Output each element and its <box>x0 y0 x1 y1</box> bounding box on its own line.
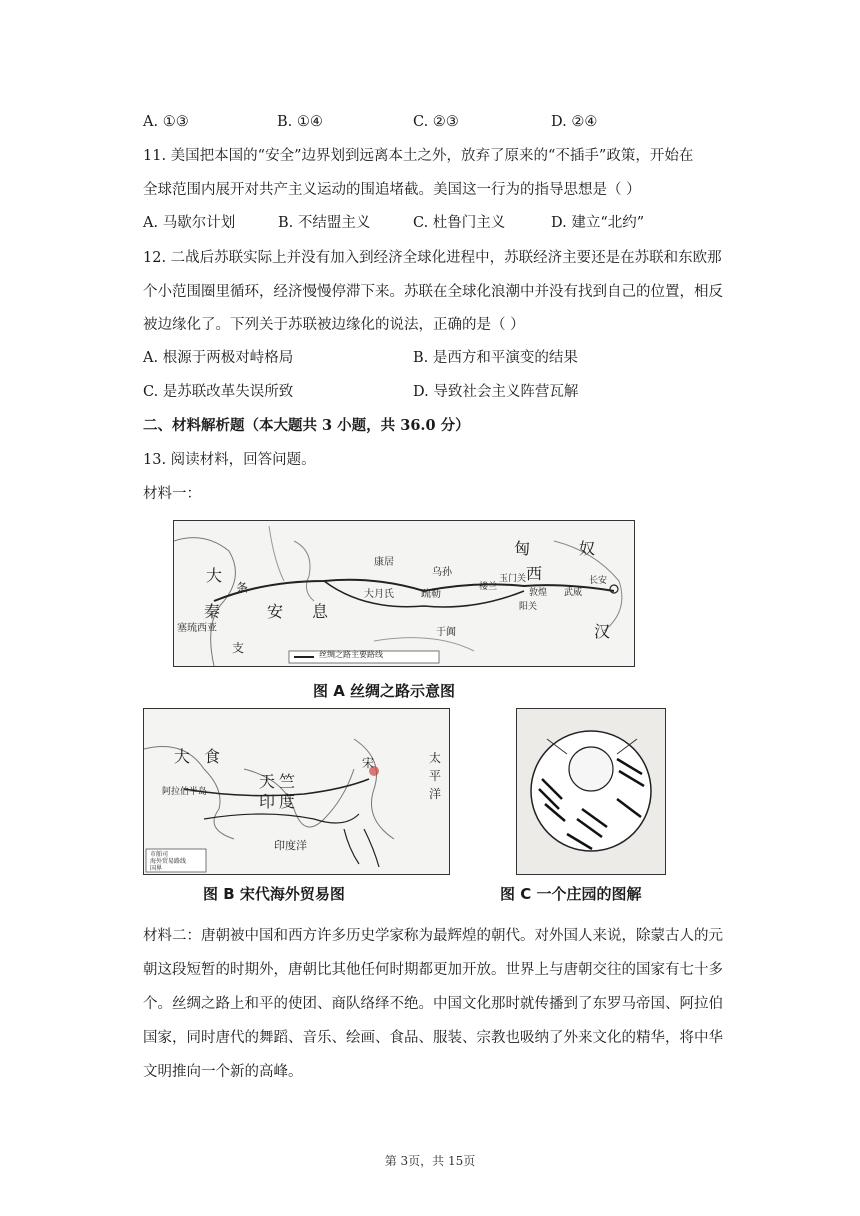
material-one-label: 材料一： <box>143 486 201 502</box>
q12-option-d: D. 导致社会主义阵营瓦解 <box>413 384 579 400</box>
figure-b-legend-item: 国界 <box>150 865 163 872</box>
map-label: 西 <box>526 564 543 583</box>
map-label: 太 <box>429 751 442 765</box>
q12-option-c: C. 是苏联改革失误所致 <box>143 384 294 400</box>
material-two-line-1: 材料二：唐朝被中国和西方许多历史学家称为最辉煌的朝代。对外国人来说，除蒙古人的元 <box>143 928 723 944</box>
material-two-line-4: 国家，同时唐代的舞蹈、音乐、绘画、食品、服装、宗教也吸纳了外来文化的精华，将中华 <box>143 1030 723 1046</box>
map-label: 条 <box>236 581 249 595</box>
map-label: 塞琉西亚 <box>177 623 217 634</box>
map-label: 印 <box>259 792 276 811</box>
map-label: 阿拉伯半岛 <box>162 787 208 797</box>
q11-option-d: D. 建立“北约” <box>551 215 645 231</box>
q13-prompt: 13. 阅读材料，回答问题。 <box>143 452 316 468</box>
map-label: 度 <box>279 792 296 811</box>
page-number-footer: 第 3页，共 15页 <box>384 1154 476 1168</box>
map-label: 息 <box>312 602 329 621</box>
figure-b-legend-item: 市舶司 <box>150 851 169 858</box>
q11-line-2: 全球范围内展开对共产主义运动的围追堵截。美国这一行为的指导思想是（ ） <box>143 182 641 198</box>
map-label: 食 <box>204 747 221 766</box>
q12-line-3: 被边缘化了。下列关于苏联被边缘化的说法，正确的是（ ） <box>143 317 525 333</box>
q12-option-b: B. 是西方和平演变的结果 <box>413 350 578 366</box>
material-two-line-2: 朝这段短暂的时期外，唐朝比其他任何时期都更加开放。世界上与唐朝交往的国家有七十多 <box>143 962 723 978</box>
map-label: 疏勒 <box>421 589 441 600</box>
figure-c-manor-diagram <box>516 708 666 875</box>
map-label: 印度洋 <box>274 839 307 852</box>
map-label: 秦 <box>204 602 221 621</box>
figure-b-legend-item: 海外贸易路线 <box>150 858 187 865</box>
figure-b-caption: 图 B 宋代海外贸易图 <box>203 885 345 903</box>
map-label: 平 <box>429 769 442 783</box>
q10-option-d: D. ②④ <box>551 114 598 130</box>
figure-a-legend-label: 丝绸之路主要路线 <box>319 650 383 659</box>
q11-option-b: B. 不结盟主义 <box>278 215 371 231</box>
map-label: 楼兰 <box>479 582 498 592</box>
map-label: 敦煌 <box>529 588 548 598</box>
material-two-line-5: 文明推向一个新的高峰。 <box>143 1064 303 1080</box>
figure-a-silk-road-map <box>173 520 635 667</box>
map-label: 竺 <box>279 772 296 791</box>
material-two-line-3: 个。丝绸之路上和平的使团、商队络绎不绝。中国文化那时就传播到了东罗马帝国、阿拉伯 <box>143 996 723 1012</box>
map-label: 支 <box>232 641 245 655</box>
map-label: 安 <box>267 602 284 621</box>
q11-option-c: C. 杜鲁门主义 <box>413 215 506 231</box>
map-label: 于阗 <box>436 627 456 638</box>
q12-line-1: 12. 二战后苏联实际上并没有加入到经济全球化进程中，苏联经济主要还是在苏联和东欧那 <box>143 250 722 266</box>
map-label: 大 <box>174 747 191 766</box>
map-label: 大 <box>206 566 223 585</box>
manor-diagram-drawing <box>517 709 665 874</box>
map-label: 奴 <box>579 539 596 558</box>
map-label: 阳关 <box>519 602 538 612</box>
q12-option-a: A. 根源于两极对峙格局 <box>143 350 294 366</box>
figure-c-caption: 图 C 一个庄园的图解 <box>500 885 642 903</box>
map-label: 洋 <box>429 787 442 801</box>
q10-option-b: B. ①④ <box>277 114 323 130</box>
q10-option-a: A. ①③ <box>143 114 189 130</box>
figure-a-caption: 图 A 丝绸之路示意图 <box>313 682 456 700</box>
map-label: 大月氏 <box>364 589 394 600</box>
map-label: 康居 <box>374 557 394 568</box>
map-label: 武威 <box>564 588 583 598</box>
q11-option-a: A. 马歇尔计划 <box>143 215 236 231</box>
figure-b-trade-map <box>143 708 450 875</box>
q11-line-1: 11. 美国把本国的“安全”边界划到远离本土之外，放弃了原来的“不插手”政策，开始在 <box>143 148 694 164</box>
map-label: 汉 <box>594 622 611 641</box>
map-label: 玉门关 <box>499 574 527 584</box>
map-label: 宋 <box>362 756 375 770</box>
map-label: 长安 <box>589 576 608 586</box>
q12-line-2: 个小范围圈里循环，经济慢慢停滞下来。苏联在全球化浪潮中并没有找到自己的位置，相反 <box>143 284 723 300</box>
map-label: 天 <box>259 772 276 791</box>
map-label: 乌孙 <box>432 567 452 578</box>
q10-option-c: C. ②③ <box>413 114 459 130</box>
section-heading: 二、材料解析题（本大题共 3 小题，共 36.0 分） <box>143 417 470 434</box>
map-label: 匈 <box>514 539 531 558</box>
